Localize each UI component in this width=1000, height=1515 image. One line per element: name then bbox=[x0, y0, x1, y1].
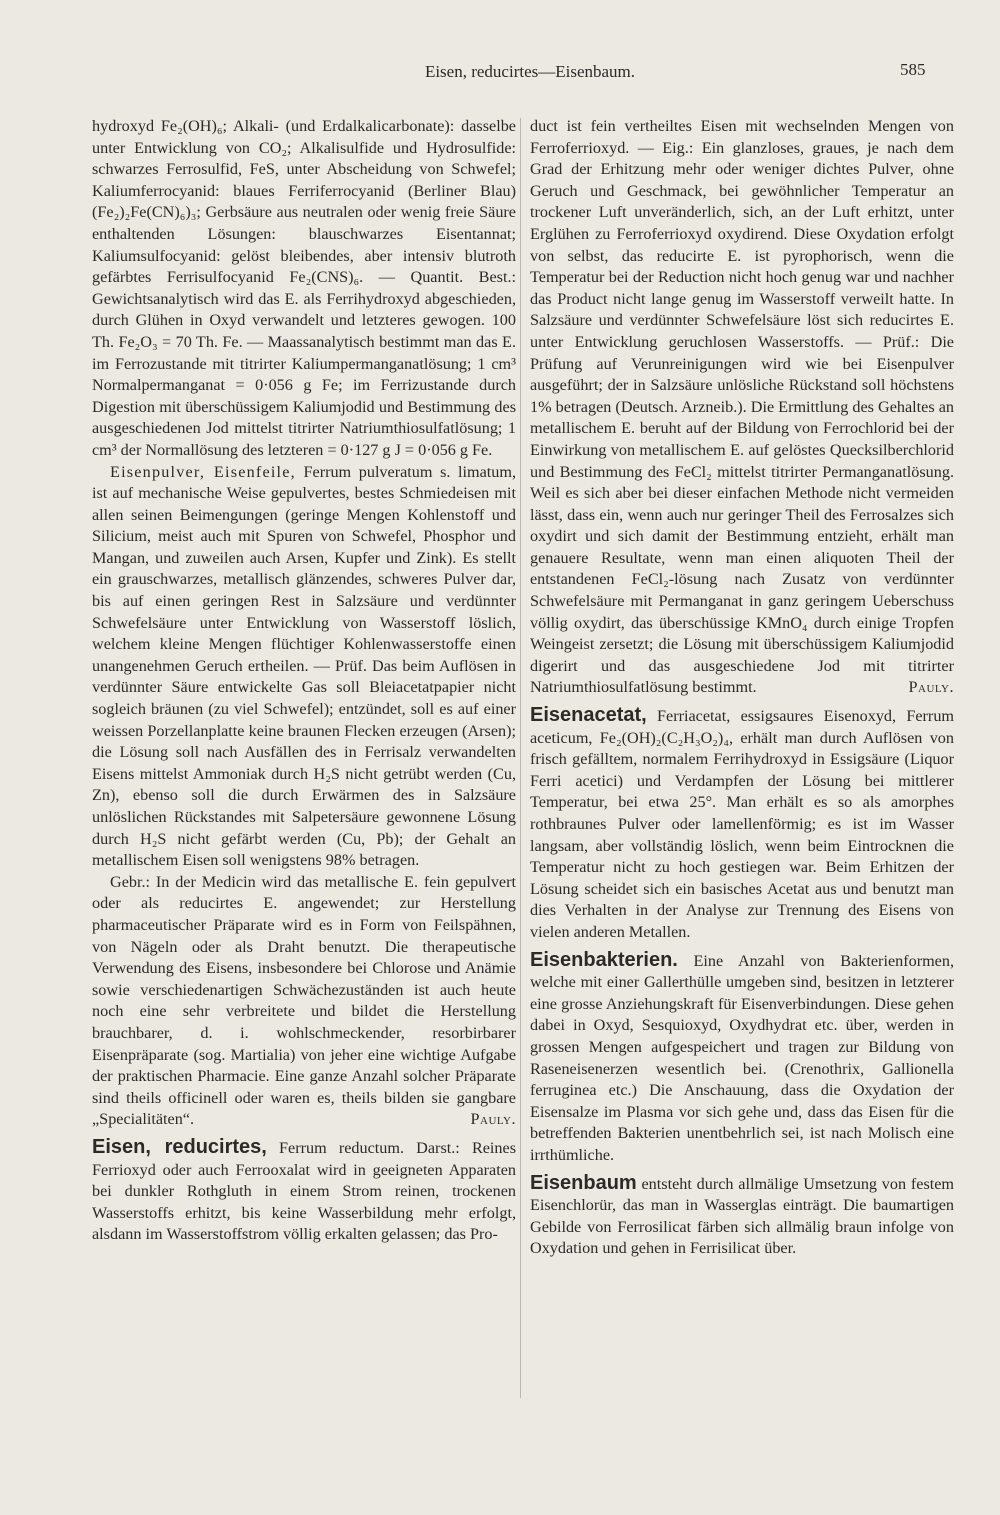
author-signature-left: Pauly. bbox=[470, 1110, 516, 1129]
left-paragraph-3: Gebr.: In der Medicin wird das metallische E. fein gepulvert oder als reducirtes E. angewendet; zur Herstellung pharmaceutischer Präparate wird es in Form von Feilspähnen, von Nägeln oder als Draht benutzt. Die therapeutische Verwendung des Eisens, insbesondere bei Chlorose und Anämie sowie verschiedenartigen Schwächezuständen ist auch heute noch eine sehr verbreitete und bildet die Herstellung brauchbarer, d. i. wohlschmeckender, resorbirbarer Eisenpräparate (sog. Martialia) von jeher eine wichtige Aufgabe der praktischen Pharmacie. Eine ganze Anzahl solcher Präparate sind theils officinell oder waren es, theils bilden sie gangbare „Specialitäten“. bbox=[92, 872, 516, 1129]
column-divider bbox=[520, 118, 521, 1398]
author-signature-right: Pauly. bbox=[908, 678, 954, 697]
running-head: Eisen, reducirtes—Eisenbaum. bbox=[424, 62, 636, 81]
right-paragraph-1: duct ist fein vertheiltes Eisen mit wechselnden Mengen von Ferroferrioxyd. — Eig.: Ein glanzloses, graues, je nach dem Grad der Erhitzung mehr oder weniger dichtes Pulver, ohne Geruch und Geschmack, bei gewöhnlicher Temperatur an trockener Luft unveränderlich, sich, an der Luft erhitzt, unter Erglühen zu Ferroferrioxyd oxydirend. Diese Oxydation erfolgt von selbst, das reducirte E. ist pyrophorisch, wenn die Temperatur bei der Reduction nicht hoch genug war und nachher das Product nicht lange genug im Wasserstoff verweilt hatte. In Salzsäure und verdünnter Schwefelsäure löst sich reducirtes E. unter Entwicklung geruchlosen Wasserstoffs. — Prüf.: Die Prüfung auf Verunreinigungen wird wie bei Eisenpulver ausgeführt; der in Salzsäure unlösliche Rückstand soll höchstens 1% betragen (Deutsch. Arzneib.). Die Ermittlung des Gehaltes an metallischem E. beruht auf der Bildung von Ferrochlorid bei der Einwirkung von metallischem E. auf gelöstes Quecksilberchlorid und Bestimmung des FeCl₂ mittelst titrirter Permanganatlösung. Weil es sich aber bei dieser einfachen Methode nicht vermeiden lässt, dass ein, wenn auch nur geringer Theil des Ferrosalzes sich oxydirt und sich damit der Bestimmung entzieht, erhält man genauere Resultate, wenn man einen aliquoten Theil der entstandenen FeCl₂-lösung nach Zusatz von verdünnter Schwefelsäure mit Permanganat in ganz geringem Ueberschuss völlig oxydirt, das überschüssige KMnO₄ durch einige Tropfen Weingeist zersetzt; die Lösung mit überschüssigem Kaliumjodid digerirt und das ausgeschiedene Jod mit titrirter Natriumthiosulfatlösung bestimmt. bbox=[530, 117, 954, 697]
entry-body-eisenpulver: Ferrum pulveratum s. limatum, ist auf mechanische Weise gepulvertes, bestes Schmiedeisen mit allen seinen Beimengungen (geringe Mengen Kohlenstoff und Silicium, meist auch mit Spuren von Schwefel, Phosphor und Mangan, und zuweilen auch Arsen, Kupfer und Zink). Es stellt ein grauschwarzes, metallisch glänzendes, schweres Pulver dar, bis auf einen geringen Rest in Salzsäure und verdünnter Schwefelsäure unter Entwicklung von Wasserstoff löslich, welchem kleine Mengen flüchtiger Kohlenwasserstoffe einen unangenehmen Geruch ertheilen. — Prüf. Das beim Auflösen in verdünnter Säure entwickelte Gas soll Bleiacetatpapier nicht sogleich bräunen (zu viel Schwefel); entzündet, soll es auf einer weissen Porzellanplatte keine braunen Flecken erzeugen (Arsen); die Lösung soll nach Ausfällen des in Ferrisalz verwandelten Eisens mittelst Ammoniak durch H₂S nicht getrübt werden (Cu, Zn), ebenso soll die durch Erwärmen des in Salzsäure unlöslichen Rückstandes mit Salpetersäure gewonnene Lösung durch H₂S nicht gefärbt werden (Cu, Pb); der Gehalt an metallischem Eisen soll wenigstens 98% betragen. bbox=[92, 462, 517, 870]
entry-head-eisen-reducirtes: Eisen, reducirtes, bbox=[92, 1135, 267, 1158]
entry-head-eisenpulver: Eisenpulver, Eisenfeile, bbox=[110, 462, 296, 481]
entry-body-eisen-reducirtes: Ferrum reductum. Darst.: Reines Ferrioxyd oder auch Ferrooxalat wird in geeigneten Apparaten bei dunkler Rothgluth in einem Strom reinen, trockenen Wasserstoffs erhitzt, bis keine Wasserbildung mehr erfolgt, alsdann im Wasserstoffstrom völlig erkalten gelassen; das Pro- bbox=[92, 1138, 517, 1244]
right-paragraph-4 bbox=[530, 1173, 954, 1260]
right-paragraph-3 bbox=[530, 950, 954, 1167]
left-paragraph-1: hydroxyd Fe₂(OH)₆; Alkali- (und Erdalkalicarbonate): dasselbe unter Entwicklung von CO₂; Alkalisulfide und Hydrosulfide: schwarzes Ferrosulfid, FeS, unter Abscheidung von Schwefel; Kaliumferrocyanid: blaues Ferriferrocyanid (Berliner Blau) (Fe₂)₂Fe(CN)₆)₃; Gerbsäure aus neutralen oder wenig freie Säure enthaltenden Lösungen: blauschwarzes Eisentannat; Kaliumsulfocyanid: gelöst bleibendes, aber intensiv blutroth gefärbtes Ferrisulfocyanid Fe₂(CNS)₆. — Quantit. Best.: Gewichtsanalytisch wird das E. als Ferrihydroxyd abgeschieden, durch Glühen in Oxyd verwandelt und letzteres gewogen. 100 Th. Fe₂O₃ = 70 Th. Fe. — Maassanalytisch bestimmt man das E. im Ferrozustande mit titrirter Kaliumpermanganatlösung; 1 cm³ Normalpermanganat = 0·056 g Fe; im Ferrizustande durch Digestion mit überschüssigem Kaliumjodid und Bestimmung des ausgeschiedenen Jod mittelst titrirter Natriumthiosulfatlösung; 1 cm³ der Normallösung des letzteren = 0·127 g J = 0·056 g Fe. bbox=[92, 117, 516, 459]
entry-head-eisenbakterien: Eisenbakterien. bbox=[530, 948, 678, 971]
page-number: 585 bbox=[900, 60, 926, 79]
left-column bbox=[92, 116, 516, 1246]
right-column bbox=[530, 116, 954, 1260]
left-paragraph-2 bbox=[92, 462, 516, 872]
entry-body-eisenbakterien: Eine Anzahl von Bakterienformen, welche mit einer Gallerthülle umgeben sind, besitzen in letzterer eine grosse Anziehungskraft für Eisenverbindungen. Diese gehen dabei in Oxyd, Sesquioxyd, Oxydhydrat etc. über, werden in grossen Mengen aufgespeichert und tragen zur Bildung von Raseneisenerzen wesentlich bei. (Crenothrix, Gallionella ferruginea etc.) Die Anschauung, dass die Oxydation der Eisensalze im Plasma vor sich gehe und, dass das Eisen für die betreffenden Bakterien unentbehrlich sei, ist nach Molisch eine irrthümliche. bbox=[530, 951, 955, 1164]
left-paragraph-4 bbox=[92, 1137, 516, 1246]
entry-body-eisenacetat: Ferriacetat, essigsaures Eisenoxyd, Ferrum aceticum, Fe₂(OH)₂(C₂H₃O₂)₄, erhält man durch Auflösen von frisch gefälltem, normalem Ferrihydroxyd in Essigsäure (Liquor Ferri acetici) und Verdampfen der Lösung bei mittlerer Temperatur, bei etwa 25°. Man erhält es so als amorphes rothbraunes Pulver oder lamellenförmig; es ist im Wasser langsam, aber vollständig löslich, wenn beim Eintrocknen die Temperatur nicht zu hoch gestiegen war. Beim Erhitzen der Lösung scheidet sich ein basisches Acetat aus und benutzt man dies Verhalten in der Analyse zur Trennung des Eisens von vielen anderen Metallen. bbox=[530, 707, 955, 941]
entry-head-eisenbaum: Eisenbaum bbox=[530, 1171, 637, 1194]
right-paragraph-2 bbox=[530, 705, 954, 944]
entry-body-eisenbaum: entsteht durch allmälige Umsetzung von festem Eisenchlorür, das man in Wasserglas einträgt. Die baumartigen Gebilde von Ferrosilicat färben sich allmälig braun infolge von Oxydation und gehen in Ferrisilicat über. bbox=[530, 1174, 955, 1258]
entry-head-eisenacetat: Eisenacetat, bbox=[530, 704, 647, 727]
